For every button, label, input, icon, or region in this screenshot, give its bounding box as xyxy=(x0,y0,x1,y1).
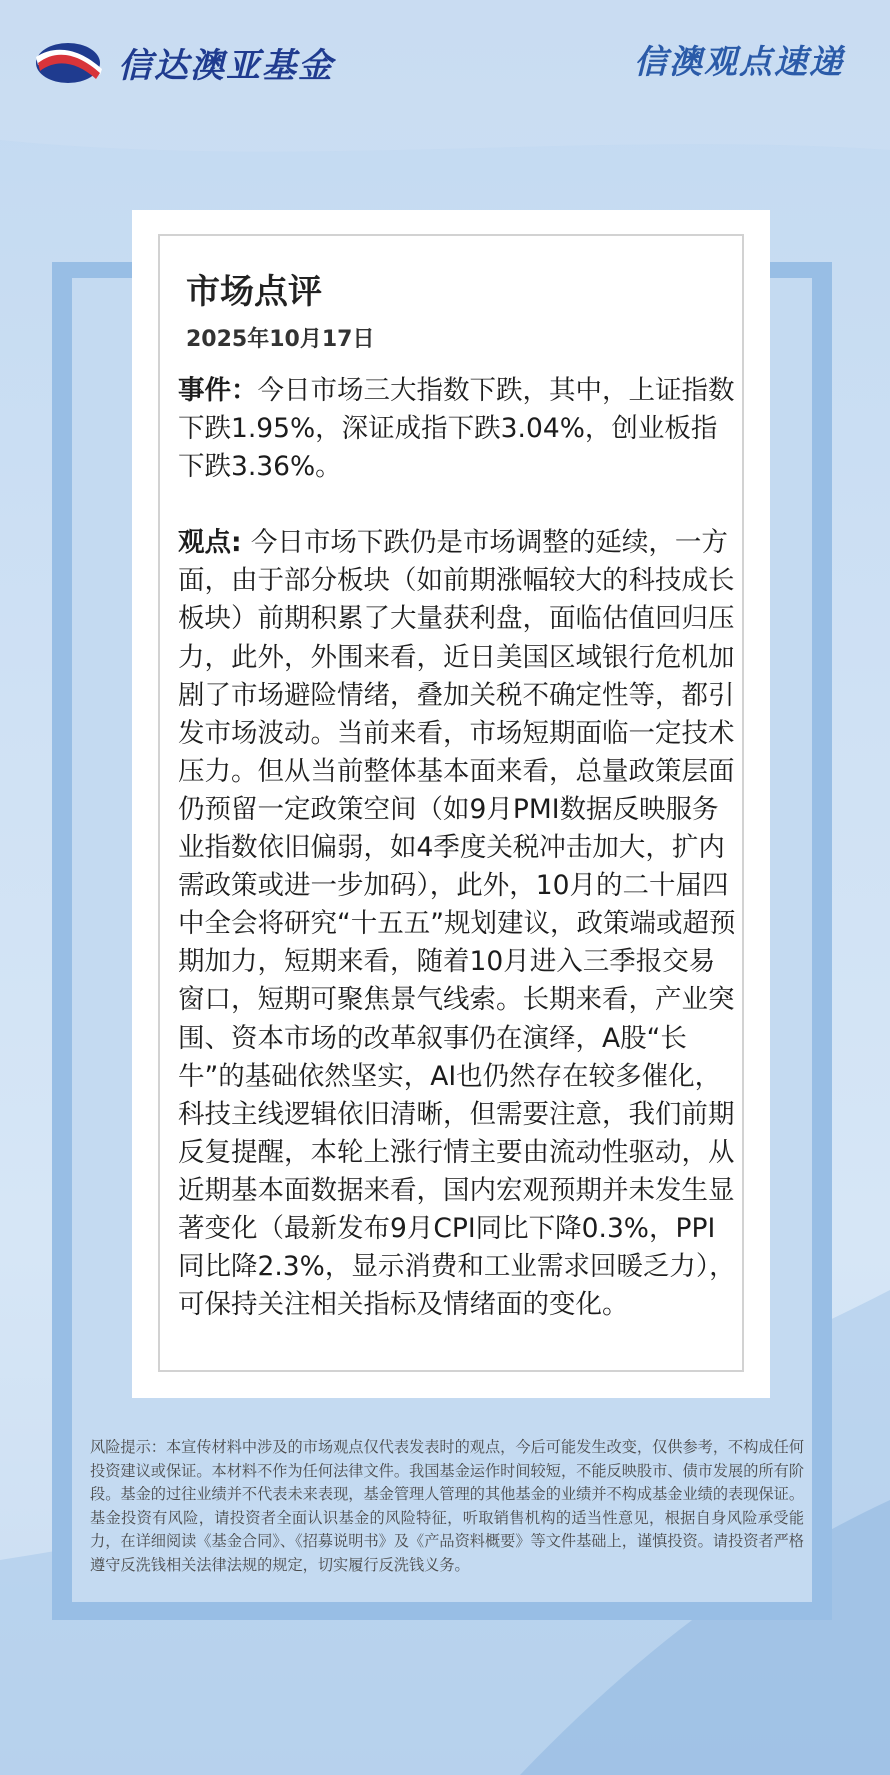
commentary-body xyxy=(178,372,738,1324)
event-text: 今日市场三大指数下跌，其中，上证指数下跌1.95%，深证成指下跌3.04%，创业板指下跌3.36%。 xyxy=(178,375,735,483)
event-label: 事件： xyxy=(178,375,258,406)
view-text: 今日市场下跌仍是市场调整的延续，一方面，由于部分板块（如前期涨幅较大的科技成长板块）前期积累了大量获利盘，面临估值回归压力，此外，外围来看，近日美国区域银行危机加剧了市场避险情绪，叠加关税不确定性等，都引发市场波动。当前来看，市场短期面临一定技术压力。但从当前整体基本面来看，总量政策层面仍预留一定政策空间（如9月PMI数据反映服务业指数依旧偏弱，如4季度关税冲击加大，扩内需政策或进一步加码），此外，10月的二十届四中全会将研究“十五五”规划建议，政策端或超预期加力，短期来看，随着10月进入三季报交易窗口，短期可聚焦景气线索。长期来看，产业突围、资本市场的改革叙事仍在演绎，A股“长牛”的基础依然坚实，AI也仍然存在较多催化，科技主线逻辑依旧清晰，但需要注意，我们前期反复提醒，本轮上涨行情主要由流动性驱动，从近期基本面数据来看，国内宏观预期并未发生显著变化（最新发布9月CPI同比下降0.3%，PPI同比降2.3%，显示消费和工业需求回暖乏力），可保持关注相关指标及情绪面的变化。 xyxy=(178,527,736,1321)
event-paragraph xyxy=(178,372,738,486)
risk-disclaimer: 风险提示：本宣传材料中涉及的市场观点仅代表发表时的观点，今后可能发生改变，仅供参考，不构成任何投资建议或保证。本材料不作为任何法律文件。我国基金运作时间较短，不能反映股市、债市发展的所有阶段。基金的过往业绩并不代表未来表现，基金管理人管理的其他基金的业绩并不构成基金业绩的表现保证。基金投资有风险，请投资者全面认识基金的风险特征，听取销售机构的适当性意见，根据自身风险承受能力，在详细阅读《基金合同》、《招募说明书》及《产品资料概要》等文件基础上，谨慎投资。请投资者严格遵守反洗钱相关法律法规的规定，切实履行反洗钱义务。 xyxy=(90,1438,804,1574)
publish-date: 2025年10月17日 xyxy=(186,327,375,352)
brand-logo xyxy=(34,38,334,87)
brand-name: 信达澳亚基金 xyxy=(118,46,334,86)
view-paragraph xyxy=(178,524,738,1324)
brand-logo-icon xyxy=(34,39,104,87)
page-title: 市场点评 xyxy=(186,272,322,312)
header-slogan: 信澳观点速递 xyxy=(634,42,844,81)
view-label: 观点: xyxy=(178,527,251,559)
